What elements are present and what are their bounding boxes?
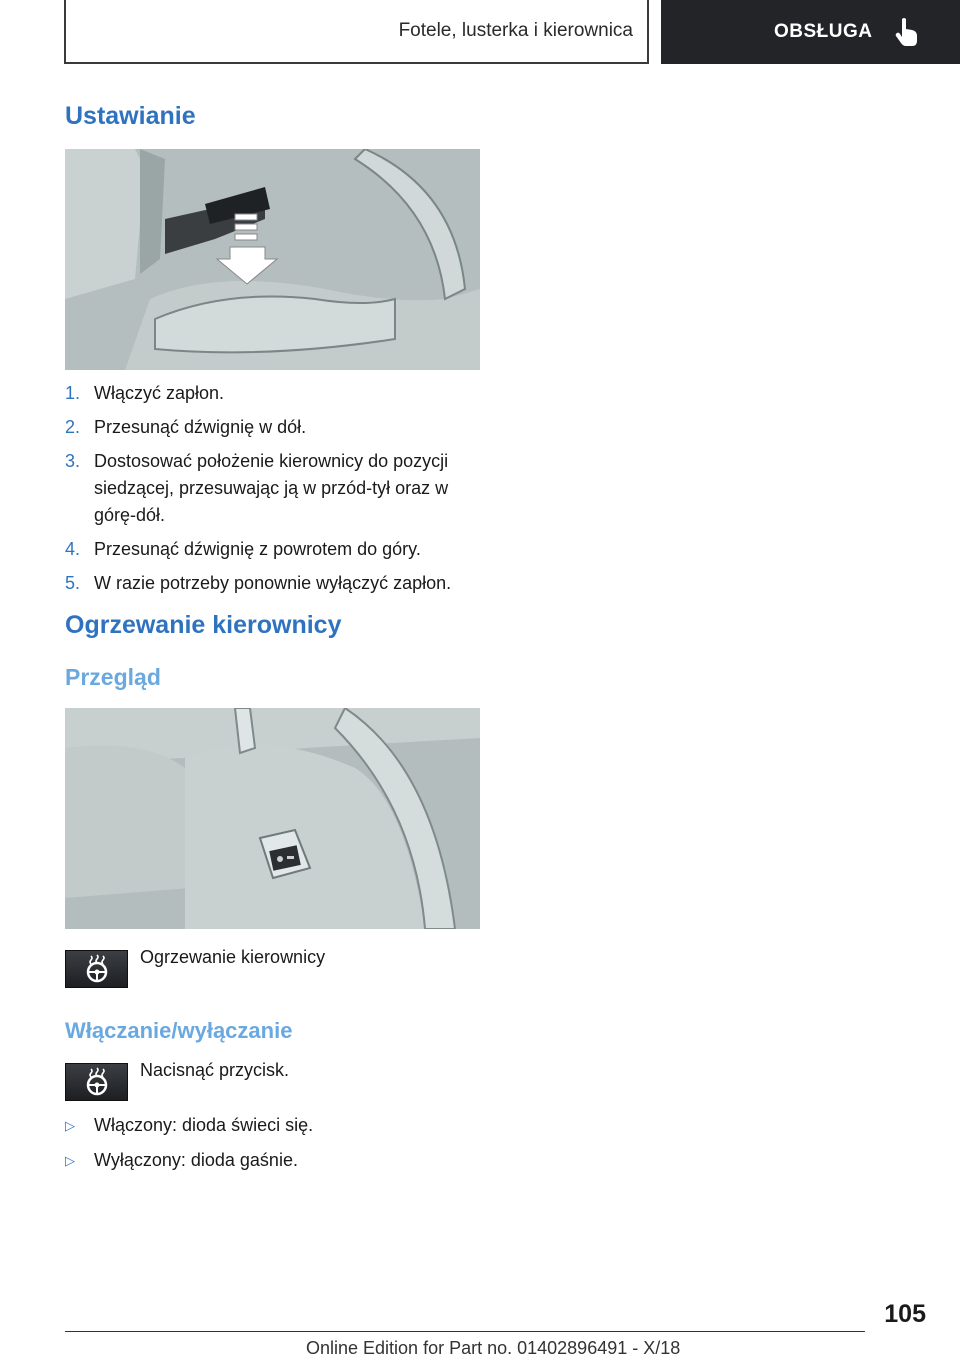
step-number: 5. bbox=[65, 573, 81, 593]
header-section-box bbox=[64, 0, 649, 64]
press-button-caption: Nacisnąć przycisk. bbox=[140, 1060, 290, 1080]
pointing-hand-icon bbox=[893, 17, 921, 47]
triangle-bullet-icon: ▷ bbox=[65, 1153, 75, 1168]
bullet-item bbox=[65, 1147, 313, 1174]
heating-heading: Ogrzewanie kierownicy bbox=[65, 611, 342, 639]
bullet-text: Wyłączony: dioda gaśnie. bbox=[94, 1150, 298, 1170]
heated-steering-wheel-icon-box bbox=[65, 950, 128, 988]
status-bullets-list bbox=[65, 1112, 313, 1182]
step-number: 3. bbox=[65, 451, 81, 471]
step-text: W razie potrzeby ponownie wyłączyć zapłon. bbox=[94, 573, 452, 593]
header-section-title: Fotele, lusterka i kierownica bbox=[398, 20, 633, 41]
heated-steering-wheel-icon-box bbox=[65, 1063, 128, 1101]
onoff-heading: Włączanie/wyłączanie bbox=[65, 1018, 293, 1043]
heated-steering-wheel-icon bbox=[81, 1067, 113, 1097]
page-number: 105 bbox=[884, 1300, 926, 1328]
step-item bbox=[65, 380, 485, 407]
step-text: Przesunąć dźwignię z powrotem do góry. bbox=[94, 539, 421, 559]
step-text: Dostosować położenie kierownicy do pozycji siedzącej, przesuwając ją w przód-tył oraz w górę-dół. bbox=[94, 451, 449, 525]
bullet-item bbox=[65, 1112, 313, 1139]
overview-heading: Przegląd bbox=[65, 664, 161, 690]
step-item bbox=[65, 448, 485, 529]
heated-steering-wheel-icon bbox=[81, 954, 113, 984]
step-text: Przesunąć dźwignię w dół. bbox=[94, 417, 307, 437]
step-number: 1. bbox=[65, 383, 81, 403]
step-item bbox=[65, 570, 485, 597]
step-item bbox=[65, 536, 485, 563]
adjusting-heading: Ustawianie bbox=[65, 102, 196, 130]
footer-divider bbox=[65, 1331, 865, 1332]
adjusting-steps-list bbox=[65, 380, 485, 604]
triangle-bullet-icon: ▷ bbox=[65, 1118, 75, 1133]
footer-edition-text: Online Edition for Part no. 01402896491 - X/18 bbox=[306, 1338, 681, 1358]
header-chapter-title: OBSŁUGA bbox=[774, 21, 873, 42]
step-item bbox=[65, 414, 485, 441]
bullet-text: Włączony: dioda świeci się. bbox=[94, 1115, 314, 1135]
step-number: 4. bbox=[65, 539, 81, 559]
step-text: Włączyć zapłon. bbox=[94, 383, 225, 403]
heating-button-illustration bbox=[65, 708, 480, 929]
steering-lever-illustration bbox=[65, 149, 480, 370]
step-number: 2. bbox=[65, 417, 81, 437]
heating-button-photo bbox=[65, 708, 480, 929]
header-chapter-box bbox=[661, 0, 960, 64]
steering-lever-photo bbox=[65, 149, 480, 370]
heating-icon-caption: Ogrzewanie kierownicy bbox=[140, 947, 326, 967]
